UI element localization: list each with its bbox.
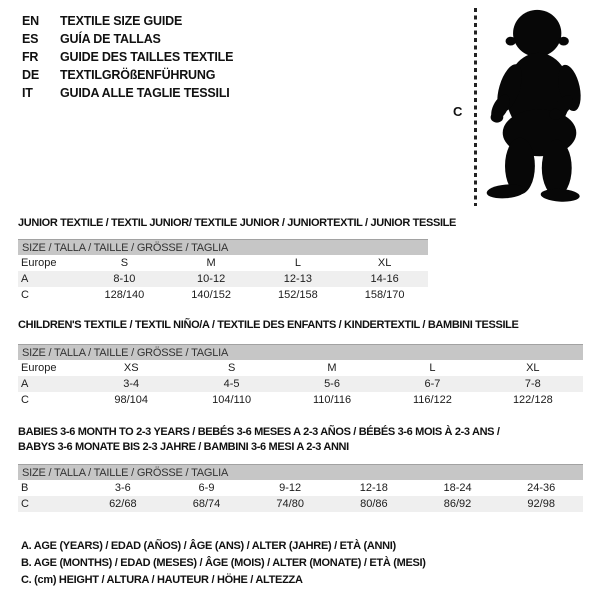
size-header-bar: SIZE / TALLA / TAILLE / GRÖSSE / TAGLIA <box>18 344 583 360</box>
cell: 7-8 <box>524 378 541 390</box>
row-label: C <box>21 394 29 406</box>
cell: 24-36 <box>527 482 556 494</box>
lang-label: TEXTILGRÖßENFÜHRUNG <box>60 68 216 82</box>
row-label: A <box>21 273 29 285</box>
cell: 6-9 <box>198 482 215 494</box>
height-label-c: C <box>453 104 463 119</box>
lang-code: FR <box>22 50 39 64</box>
table-row <box>18 287 428 303</box>
cell: 86/92 <box>443 498 472 510</box>
row-label: Europe <box>21 257 57 269</box>
babies-size-table <box>18 464 583 512</box>
cell: 68/74 <box>192 498 221 510</box>
children-table-title: CHILDREN'S TEXTILE / TEXTIL NIÑO/A / TEXTILE DES ENFANTS / KINDERTEXTIL / BAMBINI TESSILE <box>18 319 519 331</box>
cell: 98/104 <box>114 394 149 406</box>
lang-row-en <box>22 12 233 30</box>
table-row <box>18 271 428 287</box>
cell: 3-4 <box>123 378 140 390</box>
cell: 116/122 <box>412 394 452 406</box>
lang-label: GUIDE DES TAILLES TEXTILE <box>60 50 234 64</box>
cell: 9-12 <box>279 482 302 494</box>
language-header <box>22 12 233 102</box>
cell: 12-18 <box>359 482 388 494</box>
cell: 152/158 <box>277 289 318 301</box>
cell: 128/140 <box>104 289 145 301</box>
row-label: C <box>21 498 29 510</box>
babies-title-line2: BABYS 3-6 MONATE BIS 2-3 JAHRE / BAMBINI 3-6 MESI A 2-3 ANNI <box>18 441 349 453</box>
cell: 18-24 <box>443 482 472 494</box>
cell: 12-13 <box>283 273 312 285</box>
lang-row-it <box>22 84 233 102</box>
junior-size-table <box>18 239 428 303</box>
cell: S <box>120 257 129 269</box>
size-header-bar: SIZE / TALLA / TAILLE / GRÖSSE / TAGLIA <box>18 239 428 255</box>
cell: XL <box>526 362 540 374</box>
lang-label: TEXTILE SIZE GUIDE <box>60 14 183 28</box>
cell: L <box>429 362 436 374</box>
row-label: Europe <box>21 362 57 374</box>
lang-label: GUIDA ALLE TAGLIE TESSILI <box>60 86 230 100</box>
height-dashed-line <box>474 8 477 206</box>
lang-code: ES <box>22 32 39 46</box>
cell: 6-7 <box>424 378 441 390</box>
cell: 104/110 <box>212 394 252 406</box>
lang-row-es <box>22 30 233 48</box>
cell: 4-5 <box>223 378 240 390</box>
table-row <box>18 255 428 271</box>
children-size-table <box>18 344 583 408</box>
cell: 10-12 <box>197 273 226 285</box>
junior-table-title: JUNIOR TEXTILE / TEXTIL JUNIOR/ TEXTILE JUNIOR / JUNIORTEXTIL / JUNIOR TESSILE <box>18 217 457 229</box>
lang-row-de <box>22 66 233 84</box>
lang-code: IT <box>22 86 33 100</box>
babies-title-line1: BABIES 3-6 MONTH TO 2-3 YEARS / BEBÉS 3-6 MESES A 2-3 AÑOS / BÉBÉS 3-6 MOIS À 2-3 ANS / <box>18 426 500 438</box>
cell: XS <box>123 362 139 374</box>
cell: 62/68 <box>109 498 137 510</box>
cell: 14-16 <box>370 273 399 285</box>
lang-label: GUÍA DE TALLAS <box>60 32 161 46</box>
lang-code: EN <box>22 14 39 28</box>
lang-code: DE <box>22 68 39 82</box>
row-label: C <box>21 289 29 301</box>
cell: 122/128 <box>512 394 553 406</box>
cell: XL <box>377 257 392 269</box>
table-row <box>18 496 583 512</box>
footnotes <box>21 538 426 589</box>
cell: 140/152 <box>191 289 231 301</box>
size-header-bar: SIZE / TALLA / TAILLE / GRÖSSE / TAGLIA <box>18 464 583 480</box>
row-label: A <box>21 378 29 390</box>
cell: 110/116 <box>312 394 352 406</box>
cell: 92/98 <box>527 498 555 510</box>
cell: 3-6 <box>114 482 131 494</box>
table-row <box>18 480 583 496</box>
cell: 5-6 <box>324 378 340 390</box>
baby-silhouette-icon <box>482 6 597 206</box>
cell: M <box>327 362 337 374</box>
lang-row-fr <box>22 48 233 66</box>
row-label: B <box>21 482 29 494</box>
table-row <box>18 360 583 376</box>
cell: 158/170 <box>364 289 405 301</box>
table-row <box>18 376 583 392</box>
table-row <box>18 392 583 408</box>
note-c: C. (cm) HEIGHT / ALTURA / HAUTEUR / HÖHE / ALTEZZA <box>21 574 303 586</box>
cell: L <box>294 257 301 269</box>
note-a: A. AGE (YEARS) / EDAD (AÑOS) / ÂGE (ANS) / ALTER (JAHRE) / ETÀ (ANNI) <box>21 540 396 552</box>
babies-table-title <box>18 425 500 455</box>
cell: S <box>227 362 236 374</box>
cell: 74/80 <box>276 498 304 510</box>
note-b: B. AGE (MONTHS) / EDAD (MESES) / ÂGE (MOIS) / ALTER (MONATE) / ETÀ (MESI) <box>21 557 426 569</box>
cell: M <box>206 257 216 269</box>
cell: 80/86 <box>360 498 388 510</box>
cell: 8-10 <box>113 273 136 285</box>
